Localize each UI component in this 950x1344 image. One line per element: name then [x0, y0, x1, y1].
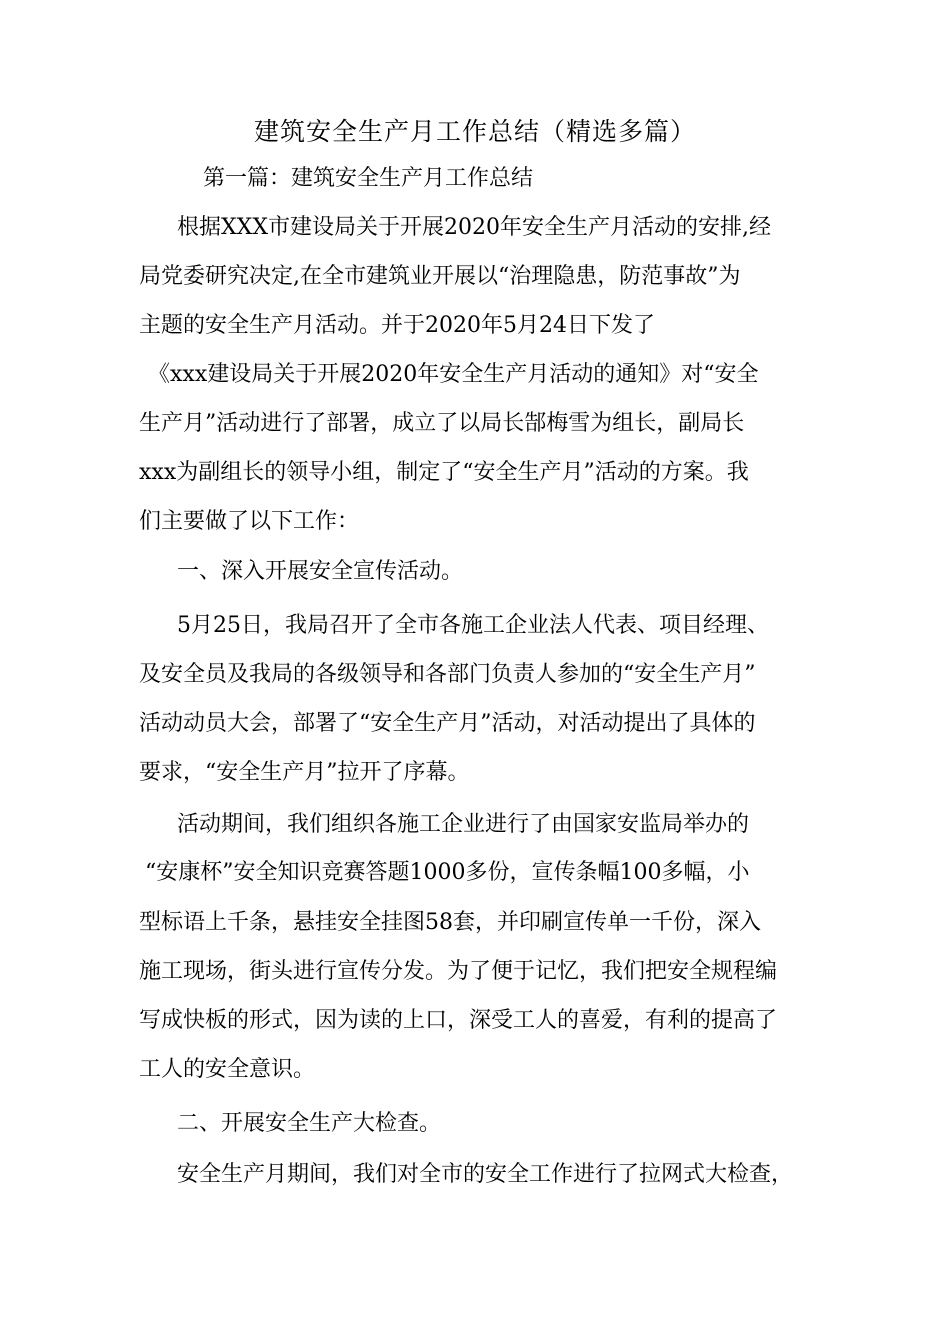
- body-line: 们主要做了以下工作：: [139, 509, 360, 534]
- body-line: 安全生产月期间，我们对全市的安全工作进行了拉网式大检查，: [177, 1162, 794, 1187]
- body-line: “安康杯”安全知识竞赛答题1000多份，宣传条幅100多幅，小: [145, 860, 750, 885]
- body-line: 及安全员及我局的各级领导和各部门负责人参加的“安全生产月”: [139, 662, 756, 687]
- body-line: 活动动员大会，部署了“安全生产月”活动，对活动提出了具体的: [139, 711, 756, 736]
- body-line: 《xxx建设局关于开展2020年安全生产月活动的通知》对“安全: [148, 362, 759, 387]
- body-line: xxx为副组长的领导小组，制定了“安全生产月”活动的方案。我: [139, 460, 749, 485]
- body-line: 活动期间，我们组织各施工企业进行了由国家安监局举办的: [177, 812, 750, 837]
- document-title: 建筑安全生产月工作总结（精选多篇）: [253, 117, 696, 146]
- body-line: 生产月”活动进行了部署，成立了以局长郜梅雪为组长，副局长: [139, 411, 745, 436]
- body-line: 主题的安全生产月活动。并于2020年5月24日下发了: [139, 313, 655, 338]
- document-subtitle: 第一篇：建筑安全生产月工作总结: [203, 166, 534, 191]
- section-heading: 一、深入开展安全宣传活动。: [177, 559, 464, 584]
- body-line: 施工现场，街头进行宣传分发。为了便于记忆，我们把安全规程编: [139, 959, 778, 984]
- body-line: 根据XXX市建设局关于开展2020年安全生产月活动的安排,经: [177, 215, 771, 240]
- body-line: 写成快板的形式，因为读的上口，深受工人的喜爱，有利的提高了: [139, 1008, 778, 1033]
- section-heading: 二、开展安全生产大检查。: [177, 1111, 442, 1136]
- body-line: 要求，“安全生产月”拉开了序幕。: [139, 760, 470, 785]
- body-line: 工人的安全意识。: [139, 1057, 316, 1082]
- body-line: 局党委研究决定,在全市建筑业开展以“治理隐患，防范事故”为: [139, 264, 741, 289]
- body-line: 型标语上千条，悬挂安全挂图58套，并印刷宣传单一千份，深入: [139, 910, 761, 935]
- body-line: 5月25日，我局召开了全市各施工企业法人代表、项目经理、: [177, 613, 769, 638]
